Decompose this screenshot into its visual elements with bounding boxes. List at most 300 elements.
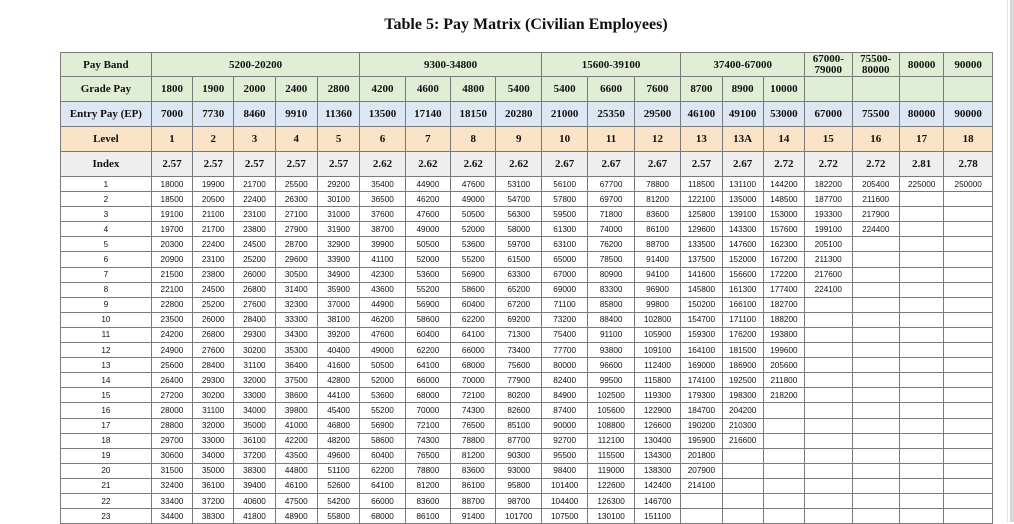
level-cell: 3	[234, 127, 275, 152]
pay-cell: 96600	[588, 358, 634, 373]
pay-cell: 43600	[360, 282, 405, 297]
pay-cell: 68000	[451, 358, 496, 373]
pay-cell: 33900	[317, 252, 359, 267]
pay-cell: 78800	[405, 463, 450, 478]
pay-cell: 86100	[451, 478, 496, 493]
pay-cell	[899, 267, 943, 282]
pay-cell: 224400	[852, 222, 899, 237]
pay-cell: 33300	[275, 312, 317, 327]
pay-cell	[944, 207, 993, 222]
level-cell: 2	[193, 127, 234, 152]
pay-cell: 61500	[496, 252, 541, 267]
stage-number: 8	[61, 282, 152, 297]
pay-cell: 77700	[541, 343, 587, 358]
pay-cell: 71300	[496, 327, 541, 342]
pay-cell: 169000	[681, 358, 722, 373]
pay-cell	[944, 267, 993, 282]
pay-cell: 122100	[681, 192, 722, 207]
entry-pay-cell: 67000	[805, 102, 852, 127]
pay-cell: 143300	[722, 222, 763, 237]
pay-cell: 146700	[634, 493, 680, 508]
pay-cell	[944, 403, 993, 418]
pay-cell: 38600	[275, 388, 317, 403]
pay-cell: 167200	[763, 252, 804, 267]
pay-cell: 126300	[588, 493, 634, 508]
entry-pay-cell: 75500	[852, 102, 899, 127]
pay-cell	[852, 388, 899, 403]
pay-cell: 21700	[234, 177, 275, 192]
level-cell: 16	[852, 127, 899, 152]
pay-cell: 145800	[681, 282, 722, 297]
entry-pay-cell: 18150	[451, 102, 496, 127]
pay-cell: 210300	[722, 418, 763, 433]
pay-cell: 48900	[275, 509, 317, 524]
pay-cell	[722, 509, 763, 524]
pay-cell: 199100	[805, 222, 852, 237]
page-title: Table 5: Pay Matrix (Civilian Employees)	[384, 16, 668, 33]
pay-cell: 77900	[496, 373, 541, 388]
pay-cell: 61300	[541, 222, 587, 237]
pay-cell	[805, 327, 852, 342]
pay-cell: 190200	[681, 418, 722, 433]
pay-cell: 52000	[451, 222, 496, 237]
pay-cell: 26300	[275, 192, 317, 207]
pay-cell: 98700	[496, 493, 541, 508]
pay-cell: 131100	[722, 177, 763, 192]
pay-cell: 207900	[681, 463, 722, 478]
table-row	[61, 252, 993, 267]
pay-cell	[899, 358, 943, 373]
pay-cell: 42300	[360, 267, 405, 282]
pay-cell: 58600	[451, 282, 496, 297]
pay-cell: 31400	[275, 282, 317, 297]
pay-cell: 29700	[151, 433, 192, 448]
pay-cell: 58000	[496, 222, 541, 237]
table-row	[61, 448, 993, 463]
table-row	[61, 509, 993, 524]
pay-cell: 130400	[634, 433, 680, 448]
pay-cell: 135000	[722, 192, 763, 207]
pay-cell: 21500	[151, 267, 192, 282]
pay-cell: 24500	[234, 237, 275, 252]
pay-cell: 18000	[151, 177, 192, 192]
pay-cell: 217600	[805, 267, 852, 282]
pay-cell: 94100	[634, 267, 680, 282]
pay-cell	[722, 448, 763, 463]
pay-cell	[944, 418, 993, 433]
pay-cell: 211800	[763, 373, 804, 388]
stage-number: 7	[61, 267, 152, 282]
entry-pay-cell: 21000	[541, 102, 587, 127]
pay-cell: 27600	[234, 297, 275, 312]
pay-cell	[805, 463, 852, 478]
pay-cell: 214100	[681, 478, 722, 493]
pay-cell	[899, 418, 943, 433]
entry-pay-cell: 25350	[588, 102, 634, 127]
pay-cell: 108800	[588, 418, 634, 433]
pay-cell: 37500	[275, 373, 317, 388]
pay-cell	[899, 252, 943, 267]
pay-cell: 195900	[681, 433, 722, 448]
pay-band-cell: 90000	[944, 53, 993, 77]
pay-cell: 70000	[405, 403, 450, 418]
pay-cell: 218200	[763, 388, 804, 403]
pay-cell: 20900	[151, 252, 192, 267]
table-row	[61, 207, 993, 222]
pay-cell	[899, 222, 943, 237]
pay-cell: 91400	[451, 509, 496, 524]
pay-cell: 44900	[405, 177, 450, 192]
pay-cell: 99500	[588, 373, 634, 388]
pay-cell: 62200	[451, 312, 496, 327]
pay-cell: 172200	[763, 267, 804, 282]
pay-cell: 24200	[151, 327, 192, 342]
pay-cell: 18500	[151, 192, 192, 207]
pay-cell: 162300	[763, 237, 804, 252]
pay-cell: 62200	[360, 463, 405, 478]
table-row	[61, 222, 993, 237]
pay-cell: 53600	[360, 388, 405, 403]
pay-cell: 41000	[275, 418, 317, 433]
pay-cell	[852, 237, 899, 252]
pay-cell: 68000	[360, 509, 405, 524]
pay-cell: 72100	[451, 388, 496, 403]
table-row	[61, 478, 993, 493]
pay-cell: 54700	[496, 192, 541, 207]
pay-cell: 181500	[722, 343, 763, 358]
pay-cell: 62200	[405, 343, 450, 358]
pay-cell	[899, 237, 943, 252]
pay-cell: 31100	[234, 358, 275, 373]
pay-cell	[805, 312, 852, 327]
pay-cell: 60400	[360, 448, 405, 463]
pay-cell: 41800	[234, 509, 275, 524]
pay-cell: 25600	[151, 358, 192, 373]
pay-cell: 147600	[722, 237, 763, 252]
table-row	[61, 237, 993, 252]
stage-number: 10	[61, 312, 152, 327]
pay-cell: 115500	[588, 448, 634, 463]
pay-cell: 193800	[763, 327, 804, 342]
stage-number: 2	[61, 192, 152, 207]
pay-cell	[805, 509, 852, 524]
stage-number: 18	[61, 433, 152, 448]
pay-cell: 30200	[234, 343, 275, 358]
pay-cell: 93800	[588, 343, 634, 358]
pay-cell	[944, 192, 993, 207]
pay-band-label: Pay Band	[61, 53, 152, 77]
stage-number: 23	[61, 509, 152, 524]
pay-cell: 91100	[588, 327, 634, 342]
grade-pay-cell	[852, 77, 899, 102]
pay-cell	[763, 509, 804, 524]
pay-cell: 30500	[275, 267, 317, 282]
pay-cell: 30200	[193, 388, 234, 403]
pay-cell: 19100	[151, 207, 192, 222]
pay-cell: 35900	[317, 282, 359, 297]
pay-cell: 122600	[588, 478, 634, 493]
pay-cell	[944, 312, 993, 327]
pay-cell: 36100	[193, 478, 234, 493]
pay-cell: 88400	[588, 312, 634, 327]
pay-cell	[805, 403, 852, 418]
pay-cell: 34000	[193, 448, 234, 463]
pay-cell: 153000	[763, 207, 804, 222]
pay-cell	[852, 297, 899, 312]
pay-cell: 21100	[193, 207, 234, 222]
grade-pay-cell	[899, 77, 943, 102]
index-label: Index	[61, 152, 152, 177]
pay-cell: 199600	[763, 343, 804, 358]
pay-cell: 201800	[681, 448, 722, 463]
pay-cell: 76200	[588, 237, 634, 252]
pay-cell	[763, 478, 804, 493]
pay-cell: 46100	[275, 478, 317, 493]
level-cell: 18	[944, 127, 993, 152]
pay-cell	[944, 478, 993, 493]
pay-cell: 64100	[451, 327, 496, 342]
stage-number: 16	[61, 403, 152, 418]
pay-cell: 28400	[234, 312, 275, 327]
entry-pay-cell: 7000	[151, 102, 192, 127]
pay-cell: 75400	[541, 327, 587, 342]
pay-cell: 40600	[234, 493, 275, 508]
pay-cell: 39900	[360, 237, 405, 252]
pay-cell	[852, 478, 899, 493]
pay-cell: 105900	[634, 327, 680, 342]
pay-cell: 102500	[588, 388, 634, 403]
entry-pay-cell: 9910	[275, 102, 317, 127]
pay-cell	[944, 388, 993, 403]
pay-cell: 75600	[496, 358, 541, 373]
pay-cell: 32300	[275, 297, 317, 312]
pay-cell: 56900	[405, 297, 450, 312]
pay-cell: 32000	[193, 418, 234, 433]
pay-cell: 83600	[634, 207, 680, 222]
pay-cell	[852, 418, 899, 433]
entry-pay-cell: 13500	[360, 102, 405, 127]
pay-cell: 32900	[317, 237, 359, 252]
pay-cell: 138300	[634, 463, 680, 478]
pay-cell: 42800	[317, 373, 359, 388]
pay-cell	[763, 418, 804, 433]
grade-pay-cell: 4600	[405, 77, 450, 102]
pay-band-line: 75500-	[860, 52, 892, 65]
pay-cell: 65000	[541, 252, 587, 267]
scrollbar[interactable]	[1010, 0, 1014, 522]
pay-band-cell: 9300-34800	[360, 53, 542, 77]
pay-cell: 37200	[193, 493, 234, 508]
pay-cell: 88700	[451, 493, 496, 508]
pay-cell: 39800	[275, 403, 317, 418]
pay-cell	[944, 373, 993, 388]
index-cell: 2.78	[944, 152, 993, 177]
pay-cell	[944, 282, 993, 297]
pay-cell: 32000	[234, 373, 275, 388]
entry-pay-cell: 8460	[234, 102, 275, 127]
grade-pay-cell: 2000	[234, 77, 275, 102]
pay-matrix-table	[60, 52, 993, 524]
pay-cell	[899, 433, 943, 448]
pay-band-cell: 15600-39100	[541, 53, 680, 77]
pay-cell: 42200	[275, 433, 317, 448]
grade-pay-cell: 1800	[151, 77, 192, 102]
pay-cell: 74300	[405, 433, 450, 448]
pay-cell: 73400	[496, 343, 541, 358]
scrollbar-track-line	[1007, 0, 1008, 522]
stage-number: 17	[61, 418, 152, 433]
pay-cell: 34900	[317, 267, 359, 282]
stage-number: 5	[61, 237, 152, 252]
pay-band-cell	[852, 53, 899, 77]
pay-cell: 38300	[234, 463, 275, 478]
pay-cell: 96900	[634, 282, 680, 297]
pay-cell	[899, 373, 943, 388]
pay-cell: 224100	[805, 282, 852, 297]
pay-cell: 23100	[234, 207, 275, 222]
pay-band-line: 79000	[814, 63, 843, 76]
entry-pay-cell: 49100	[722, 102, 763, 127]
pay-cell: 73200	[541, 312, 587, 327]
pay-cell	[852, 282, 899, 297]
pay-cell: 26800	[234, 282, 275, 297]
pay-cell: 27600	[193, 343, 234, 358]
level-row	[61, 127, 993, 152]
pay-cell: 46800	[317, 418, 359, 433]
pay-cell: 34300	[275, 327, 317, 342]
pay-cell	[805, 418, 852, 433]
pay-cell: 63100	[541, 237, 587, 252]
pay-cell: 30100	[317, 192, 359, 207]
table-row	[61, 177, 993, 192]
stage-number: 20	[61, 463, 152, 478]
pay-cell: 184700	[681, 403, 722, 418]
pay-cell: 21700	[193, 222, 234, 237]
index-cell: 2.57	[275, 152, 317, 177]
pay-cell: 49600	[317, 448, 359, 463]
stage-number: 22	[61, 493, 152, 508]
pay-cell: 225000	[899, 177, 943, 192]
pay-cell	[944, 509, 993, 524]
pay-cell: 211600	[852, 192, 899, 207]
table-row	[61, 282, 993, 297]
pay-cell: 49000	[405, 222, 450, 237]
pay-cell: 24900	[151, 343, 192, 358]
table-row	[61, 343, 993, 358]
pay-cell: 101700	[496, 509, 541, 524]
pay-cell: 28000	[151, 403, 192, 418]
pay-cell: 76500	[451, 418, 496, 433]
pay-cell: 23800	[234, 222, 275, 237]
pay-cell: 41600	[317, 358, 359, 373]
pay-cell: 164100	[681, 343, 722, 358]
pay-cell	[722, 478, 763, 493]
pay-cell: 33400	[151, 493, 192, 508]
pay-cell: 40400	[317, 343, 359, 358]
pay-cell: 38300	[193, 509, 234, 524]
pay-cell: 154700	[681, 312, 722, 327]
pay-cell: 56900	[451, 267, 496, 282]
level-cell: 12	[634, 127, 680, 152]
pay-cell: 31500	[151, 463, 192, 478]
pay-cell	[944, 493, 993, 508]
table-row	[61, 327, 993, 342]
index-cell: 2.81	[899, 152, 943, 177]
index-cell: 2.72	[805, 152, 852, 177]
pay-cell	[944, 237, 993, 252]
stage-number: 14	[61, 373, 152, 388]
pay-cell: 20500	[193, 192, 234, 207]
grade-pay-cell: 1900	[193, 77, 234, 102]
entry-pay-cell: 20280	[496, 102, 541, 127]
pay-cell: 50500	[451, 207, 496, 222]
pay-cell: 64100	[405, 358, 450, 373]
pay-cell: 67000	[541, 267, 587, 282]
stage-number: 1	[61, 177, 152, 192]
level-cell: 13A	[722, 127, 763, 152]
pay-cell: 95800	[496, 478, 541, 493]
pay-cell: 159300	[681, 327, 722, 342]
pay-cell: 83600	[451, 463, 496, 478]
pay-cell: 161300	[722, 282, 763, 297]
pay-cell: 54200	[317, 493, 359, 508]
pay-cell: 55200	[451, 252, 496, 267]
pay-cell: 86100	[634, 222, 680, 237]
grade-pay-cell: 4200	[360, 77, 405, 102]
pay-cell	[763, 448, 804, 463]
pay-cell: 182200	[805, 177, 852, 192]
pay-band-cell: 80000	[899, 53, 943, 77]
pay-cell: 107500	[541, 509, 587, 524]
pay-cell: 179300	[681, 388, 722, 403]
pay-cell: 39200	[317, 327, 359, 342]
pay-cell	[899, 509, 943, 524]
pay-cell: 193300	[805, 207, 852, 222]
entry-pay-label: Entry Pay (EP)	[61, 102, 152, 127]
pay-cell: 46200	[405, 192, 450, 207]
pay-cell: 93000	[496, 463, 541, 478]
pay-cell	[899, 327, 943, 342]
pay-cell: 78800	[634, 177, 680, 192]
pay-cell: 139100	[722, 207, 763, 222]
pay-cell: 87400	[541, 403, 587, 418]
pay-cell	[944, 252, 993, 267]
pay-cell: 58600	[405, 312, 450, 327]
pay-cell: 122900	[634, 403, 680, 418]
level-cell: 15	[805, 127, 852, 152]
pay-cell: 87700	[496, 433, 541, 448]
pay-cell	[944, 343, 993, 358]
pay-cell: 37000	[317, 297, 359, 312]
pay-cell: 88700	[634, 237, 680, 252]
pay-cell: 53600	[451, 237, 496, 252]
pay-cell: 66000	[405, 373, 450, 388]
stage-number: 19	[61, 448, 152, 463]
pay-cell	[899, 312, 943, 327]
pay-cell	[852, 403, 899, 418]
pay-cell: 101400	[541, 478, 587, 493]
pay-cell	[805, 493, 852, 508]
pay-cell: 151100	[634, 509, 680, 524]
pay-cell: 36400	[275, 358, 317, 373]
pay-cell: 205400	[852, 177, 899, 192]
pay-cell: 27100	[275, 207, 317, 222]
pay-cell: 64100	[360, 478, 405, 493]
pay-cell: 68000	[405, 388, 450, 403]
index-cell: 2.67	[722, 152, 763, 177]
pay-band-row	[61, 53, 993, 77]
level-cell: 7	[405, 127, 450, 152]
